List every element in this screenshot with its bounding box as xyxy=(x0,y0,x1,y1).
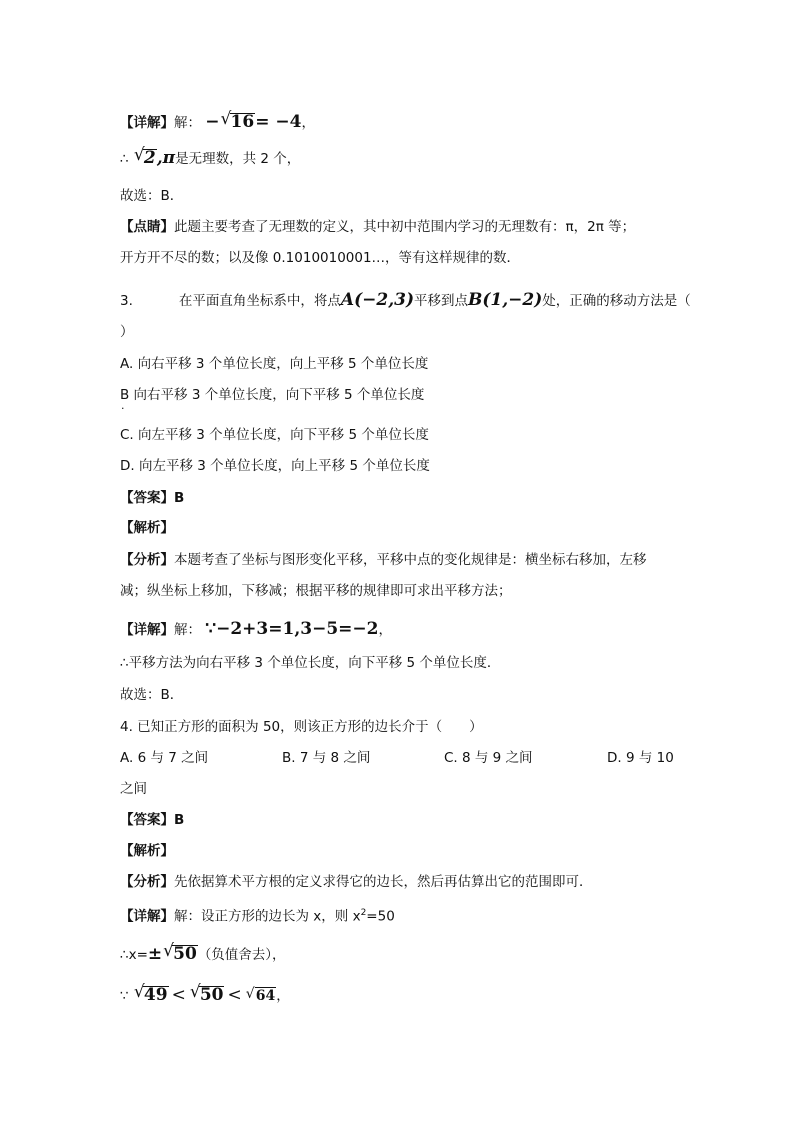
equation: ∵−2+3=1,3−5=−2 xyxy=(205,619,379,639)
q4-answer: 【答案】B xyxy=(120,812,185,828)
detail-tag: 【详解】 xyxy=(120,115,174,131)
q3-choose: 故选：B． xyxy=(120,687,184,703)
q4-step1: ∴x=±√ 50（负值舍去）， xyxy=(120,944,286,965)
q4-detail: 【详解】解：设正方形的边长为 x，则 $x^2=50$ xyxy=(120,908,395,925)
q4-analysis: 【解析】 xyxy=(120,843,174,859)
q3-stem-close: ） xyxy=(120,324,134,340)
q3-stem: 3. 在平面直角坐标系中，将点A(−2,3)平移到点B(1,−2)处，正确的移动方法是（ xyxy=(120,290,691,310)
q4-option-c: C. 8 与 9 之间 xyxy=(444,750,533,766)
detail-tag: 【详解】 xyxy=(120,622,174,638)
q2-choose: 故选：B． xyxy=(120,188,184,204)
q2-irrational-line: ∴ √ 2,π是无理数，共 2 个， xyxy=(120,148,300,169)
q3-fenxi-cont: 减；纵坐标上移加，下移减；根据平移的规律即可求出平移方法； xyxy=(120,583,512,599)
q3-option-d: D. 向左平移 3 个单位长度，向上平移 5 个单位长度 xyxy=(120,458,430,474)
q4-option-d: D. 9 与 10 xyxy=(607,750,674,766)
detail-tag: 【详解】 xyxy=(120,908,174,925)
q4-option-b: B. 7 与 8 之间 xyxy=(282,750,371,766)
q3-conclusion: ∴平移方法为向右平移 3 个单位长度，向下平移 5 个单位长度． xyxy=(120,655,501,671)
q4-fenxi: 【分析】先依据算术平方根的定义求得它的边长，然后再估算出它的范围即可． xyxy=(120,874,593,890)
equation: −√ 16= −4 xyxy=(205,112,301,132)
q4-option-d-wrap: 之间 xyxy=(120,781,147,797)
plus-minus-root: ±√ 50 xyxy=(148,944,198,964)
q2-detail-line: 【详解】解： −√ 16= −4， xyxy=(120,112,315,133)
q3-fenxi: 【分析】本题考查了坐标与图形变化平移，平移中点的变化规律是：横坐标右移加，左移 xyxy=(120,552,647,568)
q4-stem: 4. 已知正方形的面积为 50，则该正方形的边长介于（ ） xyxy=(120,719,483,735)
q3-option-c: C. 向左平移 3 个单位长度，向下平移 5 个单位长度 xyxy=(120,427,429,443)
comment-tag: 【点睛】 xyxy=(120,219,174,235)
fenxi-tag: 【分析】 xyxy=(120,874,174,890)
q3-option-a: A. 向右平移 3 个单位长度，向上平移 5 个单位长度 xyxy=(120,356,429,372)
q2-comment-cont: 开方开不尽的数；以及像 0.1010010001…，等有这样规律的数． xyxy=(120,250,521,266)
point-b: B(1,−2) xyxy=(468,290,543,310)
q3-option-b: B 向右平移 3 个单位长度，向下平移 5 个单位长度 xyxy=(120,387,425,403)
q3-analysis: 【解析】 xyxy=(120,520,174,536)
inequality: √ 49 <√ 50 <√ 64 xyxy=(133,985,276,1005)
q4-step2: ∵ √ 49 <√ 50 <√ 64， xyxy=(120,985,290,1006)
q3-detail: 【详解】解： ∵−2+3=1,3−5=−2， xyxy=(120,619,392,639)
fenxi-tag: 【分析】 xyxy=(120,552,174,568)
stray-dot: · xyxy=(121,402,125,415)
detail-text: 解： xyxy=(174,115,201,131)
therefore-symbol: ∴ xyxy=(120,151,129,167)
q3-answer: 【答案】B xyxy=(120,490,185,506)
q2-comment: 【点睛】此题主要考查了无理数的定义，其中初中范围内学习的无理数有：π，2π 等； xyxy=(120,219,636,235)
point-a: A(−2,3) xyxy=(340,290,414,310)
irrational-list: √ 2,π xyxy=(133,148,175,168)
q4-option-a: A. 6 与 7 之间 xyxy=(120,750,209,766)
question-number: 3. xyxy=(120,293,133,309)
